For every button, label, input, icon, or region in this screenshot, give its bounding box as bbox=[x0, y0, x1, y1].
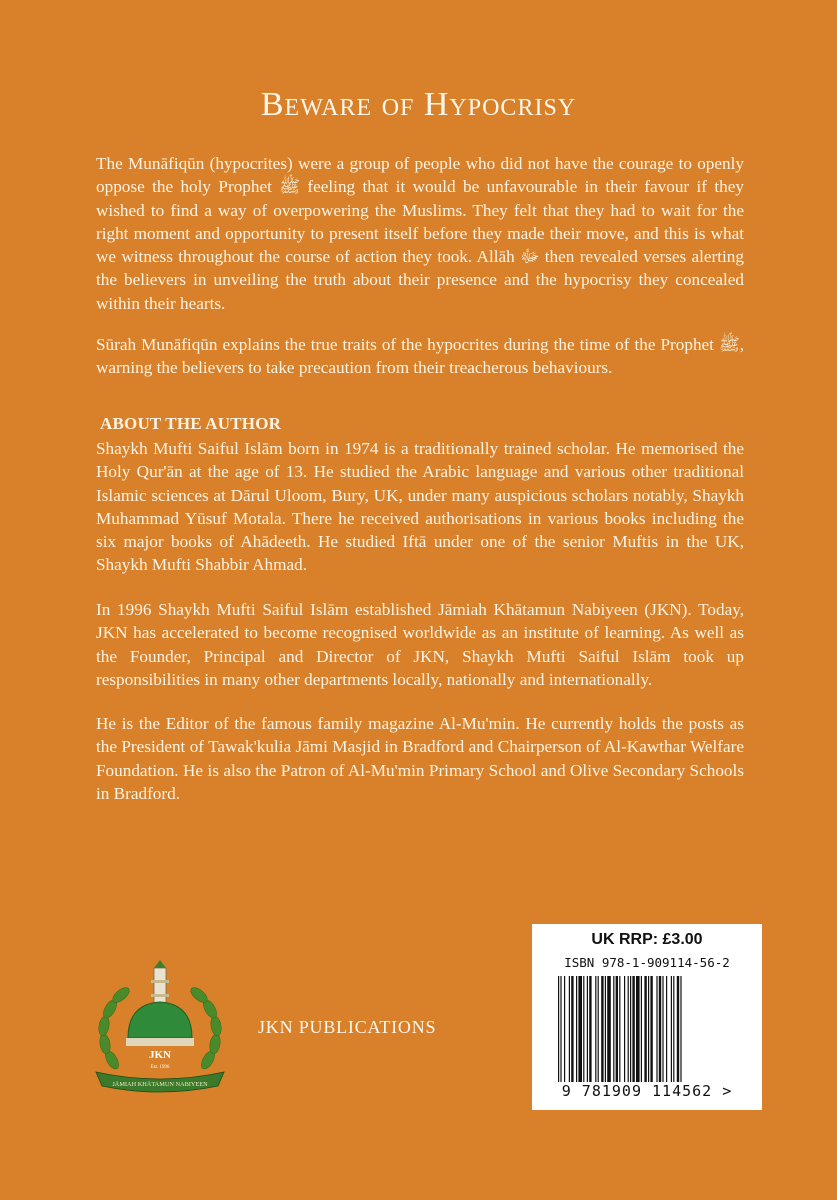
logo-initials: JKN bbox=[149, 1049, 171, 1061]
barcode-bar bbox=[648, 976, 649, 1082]
barcode-bars bbox=[558, 976, 736, 1082]
barcode-bar bbox=[673, 976, 674, 1082]
publisher-name: JKN PUBLICATIONS bbox=[258, 1017, 437, 1037]
logo-established: Est. 1996 bbox=[150, 1065, 170, 1070]
about-author-heading: ABOUT THE AUTHOR bbox=[100, 414, 282, 433]
barcode-bar bbox=[650, 976, 652, 1082]
barcode-bar bbox=[619, 976, 620, 1082]
author-paragraph-1: Shaykh Mufti Saiful Islām born in 1974 is a traditionally trained scholar. He memorised the Holy Qur'ān at the age of 13. He studied the Arabic language and various other traditional Islamic sciences at Dārul Uloom, Bury, UK, under many auspicious scholars notably, Shaykh Muhammad Yūsuf Motala. There he received authorisations in various books including the six major books of Ahādeeth. He studied Iftā under one of the senior Muftis in the UK, Shaykh Mufti Shabbir Ahmad. bbox=[96, 439, 744, 575]
barcode-bar bbox=[576, 976, 577, 1082]
price-label: UK RRP: £3.00 bbox=[591, 931, 703, 948]
barcode-bar bbox=[628, 976, 629, 1082]
barcode-bar bbox=[587, 976, 588, 1082]
jkn-logo bbox=[90, 960, 230, 1100]
barcode-bar bbox=[624, 976, 625, 1082]
logo-banner-text: JĀMIAH KHĀTAMUN NABIYEEN bbox=[112, 1081, 208, 1088]
barcode-bar bbox=[659, 976, 661, 1082]
barcode-bar bbox=[589, 976, 591, 1082]
barcode-bar bbox=[571, 976, 573, 1082]
intro-paragraph-1: The Munāfiqūn (hypocrites) were a group of people who did not have the courage to openly oppose the holy Prophet ﷺ feeling that it would be unfavourable in their favour if they wished to find a way of overpowering the Muslims. They felt that they had to wait for the right moment and opportunity to present itself before they made their move, and this is what we witness throughout the course of action they took. Allāh ﷻ then revealed verses alerting the believers in unveiling the truth about their presence and the hypocrisy they concealed within their hearts. bbox=[96, 154, 744, 313]
barcode-bar bbox=[636, 976, 640, 1082]
barcode-bar bbox=[662, 976, 663, 1082]
barcode-bar bbox=[558, 976, 559, 1082]
barcode-bar bbox=[595, 976, 596, 1082]
barcode-bar bbox=[605, 976, 606, 1082]
barcode-bar bbox=[616, 976, 618, 1082]
barcode-bar bbox=[583, 976, 584, 1082]
barcode-bar bbox=[632, 976, 634, 1082]
barcode-bar bbox=[680, 976, 681, 1082]
barcode-bar bbox=[569, 976, 570, 1082]
barcode-bar bbox=[641, 976, 642, 1082]
page-title: Beware of Hypocrisy bbox=[260, 86, 577, 123]
barcode-bar bbox=[666, 976, 667, 1082]
intro-paragraph-2: Sūrah Munāfiqūn explains the true traits of the hypocrites during the time of the Prophet ﷺ, warning the believers to take precaution from their treacherous behaviours. bbox=[96, 335, 744, 378]
barcode-bar bbox=[671, 976, 672, 1082]
barcode-bar bbox=[560, 976, 561, 1082]
barcode-bar bbox=[677, 976, 679, 1082]
barcode-bar bbox=[656, 976, 657, 1082]
barcode-bar bbox=[564, 976, 565, 1082]
barcode-bar bbox=[644, 976, 646, 1082]
barcode-bar bbox=[630, 976, 631, 1082]
barcode-bar bbox=[601, 976, 603, 1082]
barcode-bar bbox=[613, 976, 614, 1082]
barcode-panel bbox=[532, 924, 762, 1110]
barcode-digits: 9 781909 114562 > bbox=[561, 1082, 733, 1100]
barcode-bar bbox=[578, 976, 582, 1082]
author-paragraph-2: In 1996 Shaykh Mufti Saiful Islām established Jāmiah Khātamun Nabiyeen (JKN). Today, JKN has accelerated to become recognised worldwide as an institute of learning. As well as the Founder, Principal and Director of JKN, Shaykh Mufti Saiful Islām took up responsibilities in many other departments locally, nationally and internationally. bbox=[96, 600, 744, 689]
isbn-label: ISBN 978-1-909114-56-2 bbox=[564, 955, 730, 970]
barcode-bar bbox=[607, 976, 611, 1082]
author-paragraph-3: He is the Editor of the famous family magazine Al-Mu'min. He currently holds the posts as the President of Tawak'kulia Jāmi Masjid in Bradford and Chairperson of Al-Kawthar Welfare Foundation. He is also the Patron of Al-Mu'min Primary School and Olive Secondary Schools in Bradford. bbox=[96, 714, 744, 803]
barcode-bar bbox=[598, 976, 599, 1082]
